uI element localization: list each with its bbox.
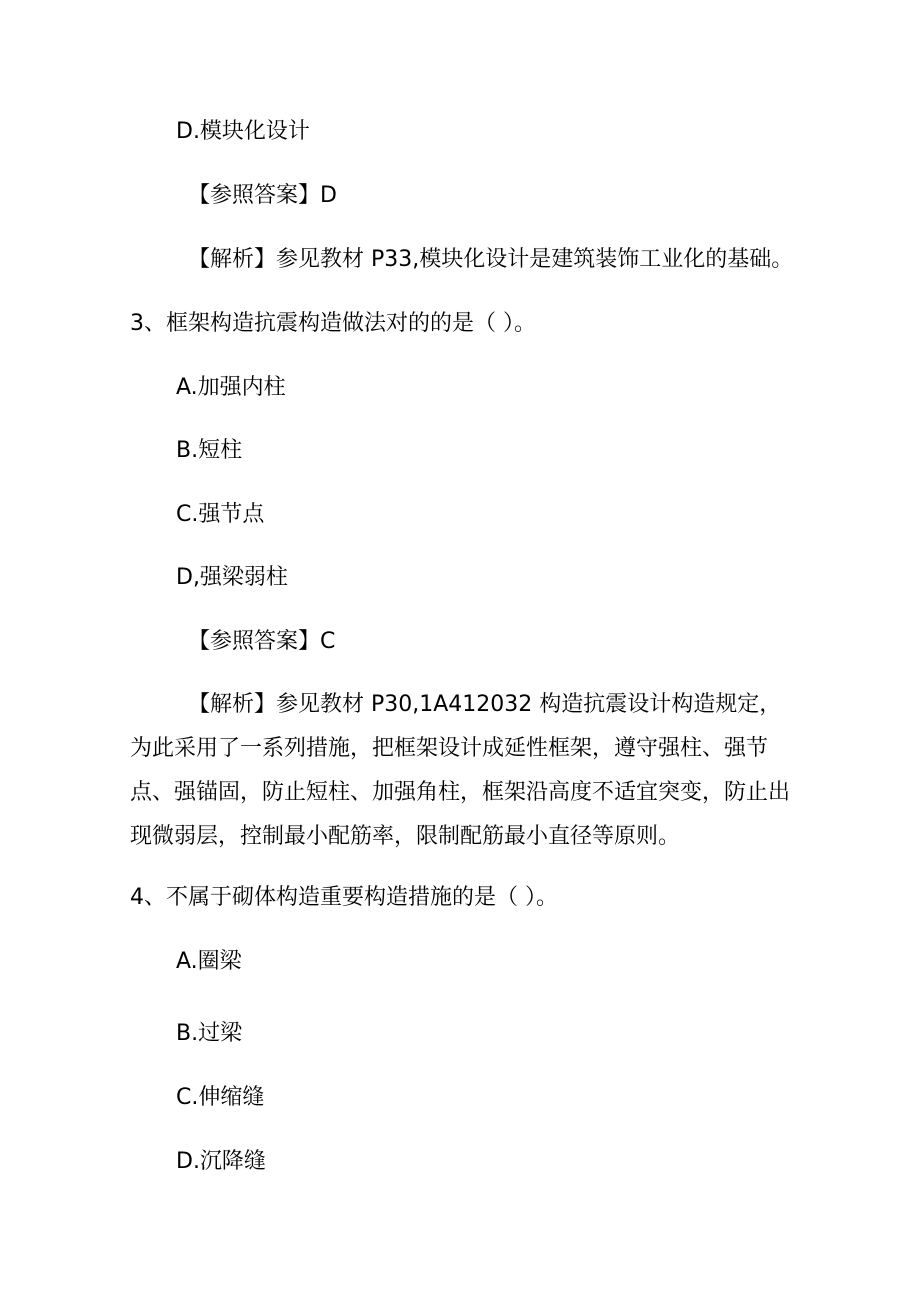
- q3-explanation-line: 现微弱层，控制最小配筋率，限制配筋最小直径等原则。: [130, 824, 681, 849]
- q3-explanation-line: 为此采用了一系列措施，把框架设计成延性框架，遵守强柱、强节: [130, 736, 769, 761]
- q3-option-b: B.短柱: [176, 438, 243, 463]
- q4-option-a: A.圈梁: [176, 949, 242, 974]
- q2-explanation: 【解析】参见教材 P33,模块化设计是建筑装饰工业化的基础。: [188, 247, 794, 272]
- q4-option-c: C.伸缩缝: [176, 1085, 265, 1110]
- q3-answer: 【参照答案】C: [188, 629, 336, 654]
- q4-option-b: B.过梁: [176, 1021, 243, 1046]
- q4-option-d: D.沉降缝: [176, 1149, 266, 1174]
- q3-option-d: D,强梁弱柱: [176, 565, 288, 590]
- q3-explanation: [130, 683, 790, 859]
- q3-stem: 3、框架构造抗震构造做法对的的是（ ）。: [130, 311, 536, 336]
- q3-explanation-line: 点、强锚固，防止短柱、加强角柱，框架沿高度不适宜突变，防止出: [130, 780, 791, 805]
- q4-stem: 4、不属于砌体构造重要构造措施的是（ ）。: [130, 885, 558, 910]
- q3-explanation-line: 【解析】参见教材 P30,1A412032 构造抗震设计构造规定，: [188, 692, 782, 717]
- q3-option-a: A.加强内柱: [176, 375, 286, 400]
- q2-option-d: D.模块化设计: [176, 119, 310, 144]
- q2-answer: 【参照答案】D: [188, 183, 337, 208]
- q3-option-c: C.强节点: [176, 502, 265, 527]
